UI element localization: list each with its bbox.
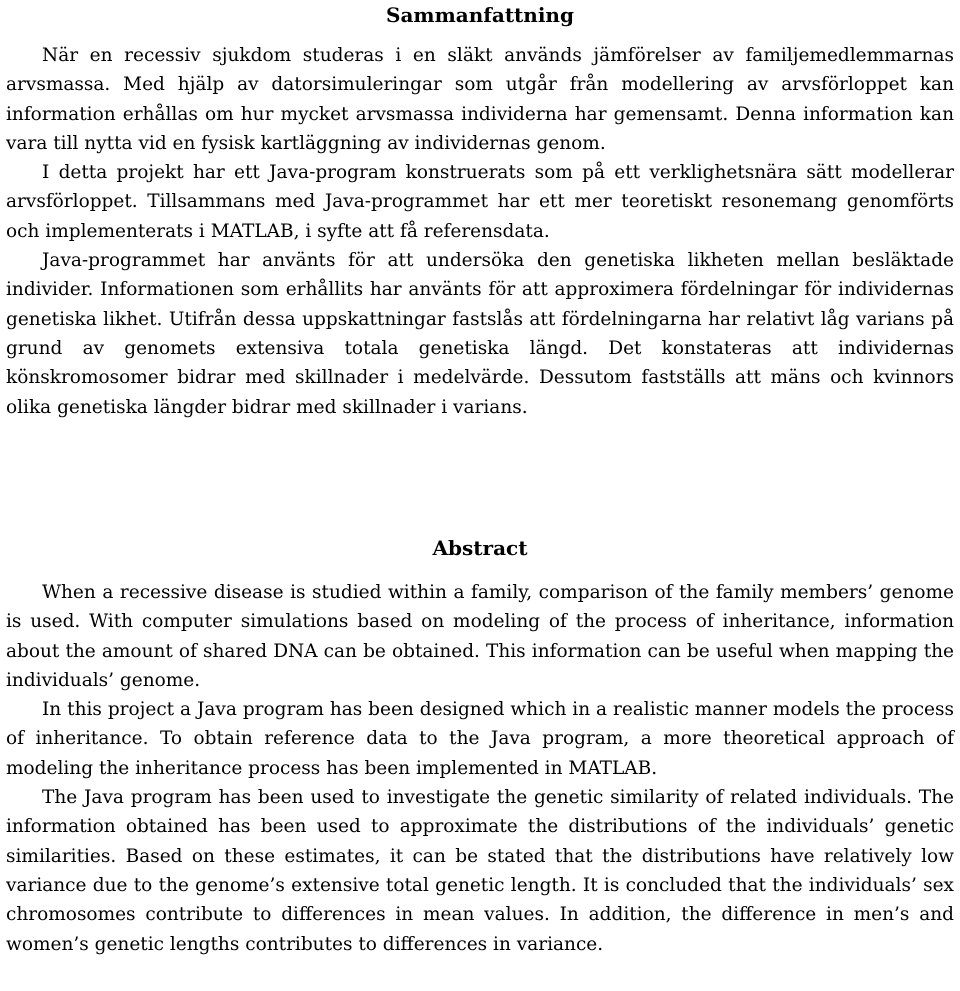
- sammanfattning-section: [6, 0, 954, 422]
- sammanfattning-paragraph-2: I detta projekt har ett Java-program konstruerats som på ett verklighetsnära sätt modellerar arvsförloppet. Tillsammans med Java-programmet har ett mer teoretiskt resonemang genomförts och implementerats i MATLAB, i syfte att få referensdata.: [6, 162, 954, 242]
- abstract-section: [6, 535, 954, 959]
- sammanfattning-paragraph-1: När en recessiv sjukdom studeras i en släkt används jämförelser av familjemedlemmarnas arvsmassa. Med hjälp av datorsimuleringar som utgår från modellering av arvsförloppet kan information erhållas om hur mycket arvsmassa individerna har gemensamt. Denna information kan vara till nytta vid en fysisk kartläggning av individernas genom.: [6, 45, 954, 154]
- abstract-paragraph-2: In this project a Java program has been designed which in a realistic manner models the process of inheritance. To obtain reference data to the Java program, a more theoretical approach of modeling the inheritance process has been implemented in MATLAB.: [6, 699, 954, 779]
- sammanfattning-paragraph-3: Java-programmet har använts för att undersöka den genetiska likheten mellan besläktade individer. Informationen som erhållits har använts för att approximera fördelningar för individernas genetiska likhet. Utifrån dessa uppskattningar fastslås att fördelningarna har relativt låg varians på grund av genomets extensiva totala genetiska längd. Det konstateras att individernas könskromosomer bidrar med skillnader i medelvärde. Dessutom fastställs att mäns och kvinnors olika genetiska längder bidrar med skillnader i varians.: [6, 250, 954, 418]
- abstract-paragraph-3: The Java program has been used to investigate the genetic similarity of related individuals. The information obtained has been used to approximate the distributions of the individuals’ genetic similarities. Based on these estimates, it can be stated that the distributions have relatively low variance due to the genome’s extensive total genetic length. It is concluded that the individuals’ sex chromosomes contribute to differences in mean values. In addition, the difference in men’s and women’s genetic lengths contributes to differences in variance.: [6, 787, 954, 955]
- abstract-heading: Abstract: [432, 536, 528, 560]
- abstract-paragraph-1: When a recessive disease is studied within a family, comparison of the family members’ genome is used. With computer simulations based on modeling of the process of inheritance, information about the amount of shared DNA can be obtained. This information can be useful when mapping the individuals’ genome.: [6, 582, 954, 691]
- sammanfattning-heading: Sammanfattning: [386, 3, 574, 27]
